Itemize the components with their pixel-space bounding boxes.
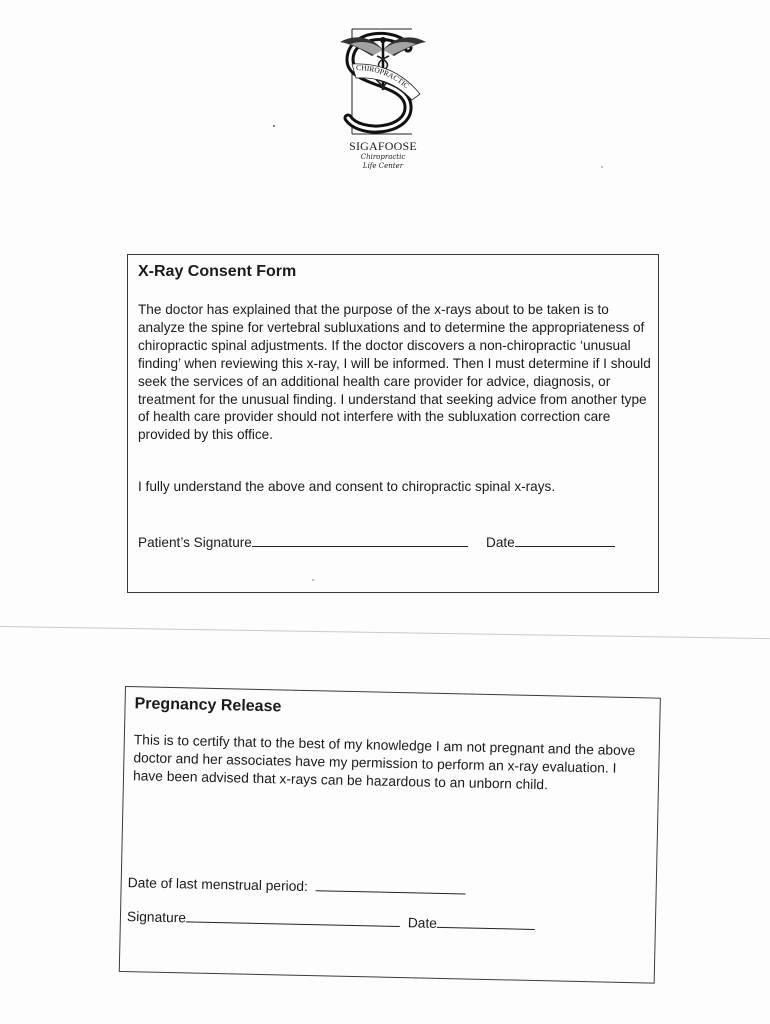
page-fold-line (0, 626, 770, 639)
clinic-logo (336, 26, 430, 176)
pregnancy-date-field[interactable] (437, 914, 535, 930)
xray-form-title: X-Ray Consent Form (138, 263, 297, 280)
clinic-subtitle-line1: Chiropractic (360, 153, 406, 161)
scan-speck (273, 125, 275, 127)
svg-text:CHIROPRACTIC: CHIROPRACTIC (356, 62, 411, 91)
lmp-date-field[interactable] (316, 877, 466, 894)
xray-date-row (486, 533, 615, 550)
xray-date-field[interactable] (515, 533, 615, 547)
lmp-row (128, 873, 466, 897)
xray-date-label: Date (486, 535, 515, 550)
scan-speck (601, 166, 603, 168)
pregnancy-release-form (119, 686, 661, 984)
xray-consent-statement: I fully understand the above and consent to chiropractic spinal x-rays. (138, 479, 556, 494)
clinic-name: SIGAFOOSE (349, 139, 417, 153)
clinic-subtitle-line2: Life Center (362, 162, 404, 170)
pregnancy-signature-row (127, 907, 535, 933)
caduceus-s-logo-icon (336, 26, 430, 138)
pregnancy-signature-field[interactable] (186, 908, 400, 927)
pregnancy-signature-label: Signature (126, 909, 187, 926)
pregnancy-date-label: Date (407, 915, 438, 931)
pregnancy-form-body: This is to certify that to the best of my knowledge I am not pregnant and the above doctor and her associates have my permission to perform an x-ray evaluation. I have been advised that x-rays can be hazardous to an unborn child. (132, 732, 636, 793)
xray-signature-row (138, 533, 468, 550)
patient-signature-label: Patient’s Signature (138, 535, 252, 550)
patient-signature-field[interactable] (252, 533, 468, 547)
pregnancy-form-title: Pregnancy Release (134, 695, 282, 716)
xray-form-body: The doctor has explained that the purpose of the x-rays about to be taken is to analyze the spine for vertebral subluxations and to determine the appropriateness of chiropractic spinal adjustments. If the doctor discovers a non-chiropractic ‘unusual finding’ when reviewing this x-ray, I will be informed. Then I must determine if I should seek the services of an additional health care provider for advice, diagnosis, or treatment for the unusual finding. I understand that seeking advice from another type of health care provider should not interfere with the subluxation correction care provided by this office. (138, 302, 651, 443)
lmp-label: Date of last menstrual period: (127, 875, 309, 895)
xray-consent-form (127, 254, 659, 593)
